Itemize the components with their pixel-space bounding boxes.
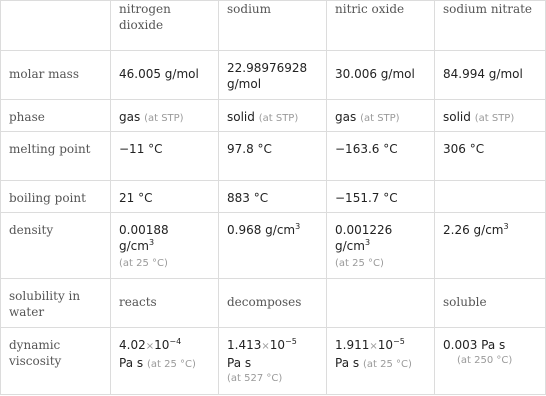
unit-text: g/cm	[119, 239, 149, 253]
unit-text: g/cm	[335, 239, 365, 253]
table-row	[1, 181, 546, 213]
table-cell	[435, 100, 546, 132]
condition-note: (at STP)	[474, 113, 515, 124]
value-text: gas	[335, 110, 357, 124]
exponent: −4	[169, 337, 182, 346]
condition-note: (at STP)	[360, 113, 400, 124]
base: 10	[269, 338, 286, 352]
mantissa: 1.413	[227, 338, 262, 352]
header-row	[1, 1, 546, 51]
exponent: 3	[295, 222, 301, 231]
mantissa: 1.911	[335, 338, 370, 352]
row-label: solubility in water	[1, 279, 111, 328]
table-cell: reacts	[111, 279, 219, 328]
condition-note: (at 25 °C)	[146, 359, 196, 370]
table-cell	[327, 100, 435, 132]
row-label: boiling point	[1, 181, 111, 213]
table-cell: 883 °C	[219, 181, 327, 213]
table-cell: −11 °C	[111, 132, 219, 181]
row-label: phase	[1, 100, 111, 132]
table-cell: −151.7 °C	[327, 181, 435, 213]
table-cell	[327, 279, 435, 328]
unit-text: Pa s	[335, 356, 360, 370]
value-text: gas	[119, 110, 141, 124]
condition-note: (at STP)	[258, 113, 299, 124]
table-row	[1, 100, 546, 132]
table-cell: 306 °C	[435, 132, 546, 181]
table-cell	[219, 213, 327, 279]
table-row	[1, 132, 546, 181]
times-sign: ×	[145, 341, 155, 352]
table-cell	[435, 328, 546, 395]
table-cell: 30.006 g/mol	[327, 51, 435, 100]
condition-note: (at STP)	[144, 113, 184, 124]
exponent: 3	[148, 238, 155, 247]
table-cell: decomposes	[219, 279, 327, 328]
row-label: melting point	[1, 132, 111, 181]
base: 10	[154, 338, 170, 352]
unit-text: Pa s	[119, 356, 144, 370]
condition-note: (at 25 °C)	[335, 258, 384, 269]
value-text: solid	[443, 110, 471, 124]
value-text: 0.001226	[335, 223, 393, 237]
table-cell: 22.98976928 g/mol	[219, 51, 327, 100]
corner-cell	[1, 1, 111, 51]
value-text: 2.26 g/cm	[443, 223, 504, 237]
table-cell	[435, 213, 546, 279]
table-cell: −163.6 °C	[327, 132, 435, 181]
row-label: molar mass	[1, 51, 111, 100]
condition-note: (at 25 °C)	[362, 359, 412, 370]
column-header: sodium	[219, 1, 327, 51]
table-row	[1, 328, 546, 395]
table-cell	[111, 213, 219, 279]
value-text: 0.003 Pa s	[443, 338, 506, 352]
table-cell	[435, 181, 546, 213]
table-cell: 21 °C	[111, 181, 219, 213]
column-header: nitrogen dioxide	[111, 1, 219, 51]
exponent: −5	[393, 337, 405, 346]
times-sign: ×	[369, 341, 378, 352]
exponent: 3	[364, 238, 371, 247]
table-cell: 97.8 °C	[219, 132, 327, 181]
table-cell	[219, 100, 327, 132]
column-header: sodium nitrate	[435, 1, 546, 51]
table-cell: 84.994 g/mol	[435, 51, 546, 100]
exponent: 3	[503, 222, 509, 231]
table-cell	[219, 328, 327, 395]
mantissa: 4.02	[119, 338, 146, 352]
exponent: −5	[285, 337, 297, 346]
table-row	[1, 213, 546, 279]
table-cell	[327, 213, 435, 279]
value-text: 0.00188	[119, 223, 169, 237]
row-label: density	[1, 213, 111, 279]
base: 10	[377, 338, 394, 352]
value-text: solid	[227, 110, 255, 124]
condition-note: (at 527 °C)	[227, 373, 283, 384]
table-cell: 46.005 g/mol	[111, 51, 219, 100]
value-text: 0.968 g/cm	[227, 223, 296, 237]
row-label: dynamic viscosity	[1, 328, 111, 395]
table-cell	[111, 100, 219, 132]
unit-text: Pa s	[227, 356, 252, 370]
times-sign: ×	[261, 341, 270, 352]
table-row	[1, 51, 546, 100]
table-cell: soluble	[435, 279, 546, 328]
column-header: nitric oxide	[327, 1, 435, 51]
condition-note: (at 250 °C)	[457, 355, 513, 366]
table-row	[1, 279, 546, 328]
table-cell	[327, 328, 435, 395]
condition-note: (at 25 °C)	[119, 258, 168, 269]
table-cell	[111, 328, 219, 395]
